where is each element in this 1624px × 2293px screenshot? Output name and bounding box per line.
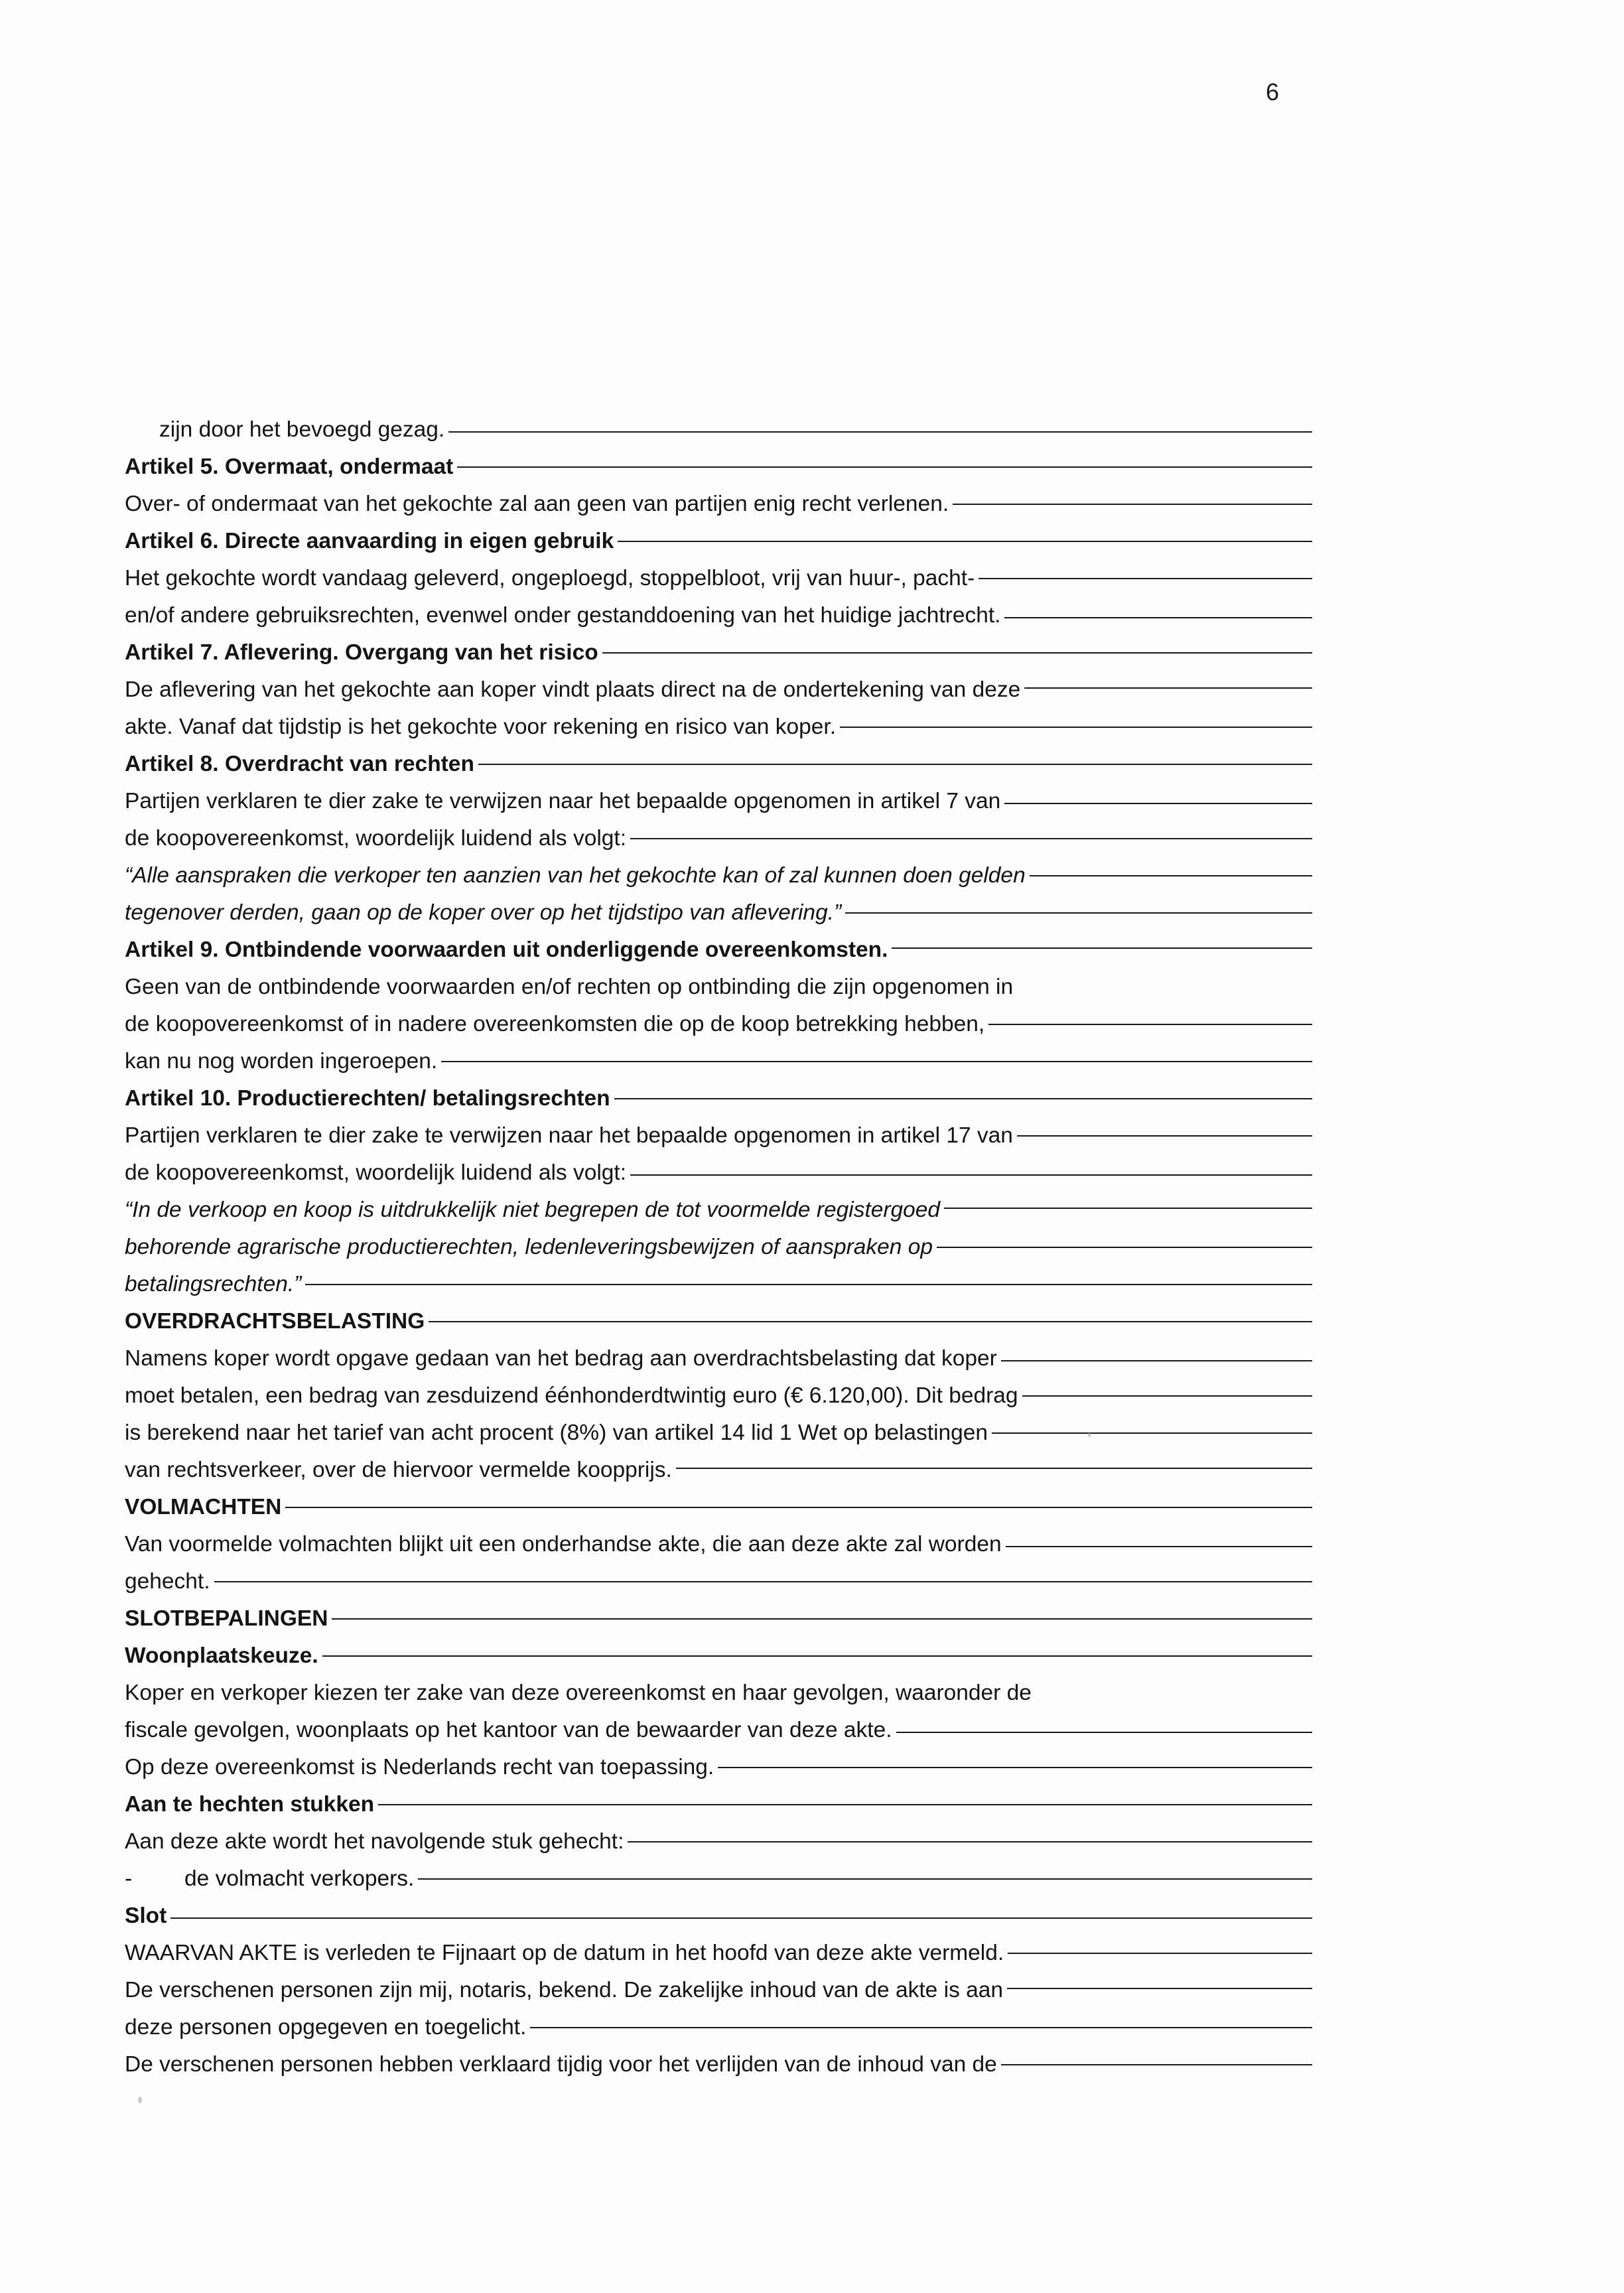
document-heading-line (125, 523, 1312, 560)
document-line-text: de koopovereenkomst of in nadere overeenkomsten die op de koop betrekking hebben, (125, 1012, 985, 1036)
document-line (125, 894, 1312, 932)
document-heading-line (125, 1489, 1312, 1526)
document-line-text: WAARVAN AKTE is verleden te Fijnaart op de datum in het hoofd van deze akte vermeld. (125, 1941, 1004, 1965)
document-line (125, 1192, 1312, 1229)
document-line-text: gehecht. (125, 1569, 210, 1594)
document-line (125, 709, 1312, 746)
document-line-text: betalingsrechten.” (125, 1272, 302, 1296)
line-filler-rule (441, 1061, 1312, 1062)
document-line-text: de volmacht verkopers. (184, 1866, 415, 1891)
document-line-text: zijn door het bevoegd gezag. (159, 417, 445, 442)
document-heading-line (125, 634, 1312, 671)
document-line (125, 1935, 1312, 1972)
document-line (125, 1675, 1312, 1712)
line-filler-rule (457, 466, 1312, 468)
line-filler-rule (214, 1581, 1312, 1582)
line-filler-rule (1024, 687, 1312, 689)
line-filler-rule (418, 1878, 1312, 1880)
line-filler-rule (630, 1174, 1312, 1176)
document-heading-line (125, 1637, 1312, 1675)
document-line-text: De verschenen personen hebben verklaard tijdig voor het verlijden van de inhoud van de (125, 2052, 997, 2077)
document-line-text: deze personen opgegeven en toegelicht. (125, 2015, 527, 2040)
list-bullet: - (125, 1866, 133, 1891)
document-line (125, 486, 1312, 523)
document-line-text: Over- of ondermaat van het gekochte zal aan geen van partijen enig recht verlenen. (125, 492, 949, 516)
document-line-text: Artikel 5. Overmaat, ondermaat (125, 454, 454, 479)
line-filler-rule (429, 1321, 1312, 1322)
document-line-text: Artikel 10. Productierechten/ betalingsrechten (125, 1086, 610, 1111)
document-line-text: Slot (125, 1904, 167, 1928)
line-filler-rule (1006, 1546, 1312, 1547)
document-line (125, 857, 1312, 894)
document-line-text: De verschenen personen zijn mij, notaris, bekend. De zakelijke inhoud van de akte is aan (125, 1978, 1004, 2002)
line-filler-rule (602, 652, 1312, 654)
document-line-text: behorende agrarische productierechten, ledenleveringsbewijzen of aanspraken op (125, 1235, 933, 1259)
line-filler-rule (448, 431, 1312, 433)
document-line-text: VOLMACHTEN (125, 1495, 282, 1519)
document-line-text: Partijen verklaren te dier zake te verwijzen naar het bepaalde opgenomen in artikel 17 van (125, 1123, 1013, 1148)
document-line-text: Aan deze akte wordt het navolgende stuk gehecht: (125, 1829, 624, 1854)
scan-speck (1088, 1433, 1091, 1437)
document-line-text: OVERDRACHTSBELASTING (125, 1309, 425, 1334)
line-filler-rule (944, 1208, 1312, 1209)
line-filler-rule (896, 1732, 1312, 1733)
document-line-text: de koopovereenkomst, woordelijk luidend als volgt: (125, 1160, 627, 1185)
document-line (125, 969, 1312, 1006)
line-filler-rule (305, 1284, 1312, 1285)
line-filler-rule (840, 727, 1312, 728)
document-line (125, 2046, 1312, 2083)
document-line (125, 1229, 1312, 1266)
document-line (125, 1043, 1312, 1080)
document-heading-line (125, 1600, 1312, 1637)
document-line-text: en/of andere gebruiksrechten, evenwel onder gestanddoening van het huidige jachtrecht. (125, 603, 1001, 628)
document-line-text: Woonplaatskeuze. (125, 1643, 318, 1668)
document-line-text: kan nu nog worden ingeroepen. (125, 1049, 438, 1074)
document-line (125, 1154, 1312, 1192)
document-line (125, 820, 1312, 857)
document-line (125, 1006, 1312, 1043)
document-line-text: Artikel 9. Ontbindende voorwaarden uit onderliggende overeenkomsten. (125, 938, 888, 962)
document-line-text: Artikel 7. Aflevering. Overgang van het risico (125, 640, 598, 665)
line-filler-rule (332, 1618, 1312, 1620)
document-line (125, 783, 1312, 820)
line-filler-rule (676, 1468, 1312, 1469)
line-filler-rule (1030, 875, 1312, 876)
line-filler-rule (1001, 2064, 1312, 2065)
line-filler-rule (988, 1024, 1312, 1025)
page-number: 6 (1265, 78, 1279, 105)
line-filler-rule (478, 764, 1312, 765)
line-filler-rule (170, 1917, 1312, 1919)
line-filler-rule (378, 1804, 1312, 1805)
line-filler-rule (1017, 1135, 1312, 1137)
line-filler-rule (322, 1655, 1312, 1657)
line-filler-rule (630, 838, 1312, 839)
document-line (125, 2009, 1312, 2046)
line-filler-rule (628, 1841, 1312, 1842)
document-line-text: de koopovereenkomst, woordelijk luidend als volgt: (125, 826, 627, 851)
line-filler-rule (1001, 1360, 1312, 1361)
document-line-text: Artikel 6. Directe aanvaarding in eigen gebruik (125, 529, 614, 553)
document-line-text: Namens koper wordt opgave gedaan van het bedrag aan overdrachtsbelasting dat koper (125, 1346, 997, 1371)
line-filler-rule (718, 1767, 1312, 1768)
document-text-body (125, 411, 1312, 2083)
document-line-text: De aflevering van het gekochte aan koper vindt plaats direct na de ondertekening van deze (125, 677, 1021, 702)
document-line (125, 671, 1312, 709)
document-line (125, 1749, 1312, 1786)
line-filler-rule (1008, 1953, 1312, 1954)
line-filler-rule (614, 1098, 1312, 1099)
document-line-text: “Alle aanspraken die verkoper ten aanzien van het gekochte kan of zal kunnen doen gelden (125, 863, 1026, 888)
document-line-text: fiscale gevolgen, woonplaats op het kantoor van de bewaarder van deze akte. (125, 1718, 892, 1742)
document-line (125, 1563, 1312, 1600)
line-filler-rule (937, 1247, 1312, 1248)
document-line (125, 560, 1312, 597)
document-heading-line (125, 1898, 1312, 1935)
document-list-item (125, 1860, 1312, 1898)
document-line-text: Partijen verklaren te dier zake te verwijzen naar het bepaalde opgenomen in artikel 7 van (125, 789, 1001, 813)
document-heading-line (125, 1786, 1312, 1823)
line-filler-rule (953, 504, 1312, 505)
document-line-text: SLOTBEPALINGEN (125, 1606, 328, 1631)
document-line-text: Het gekochte wordt vandaag geleverd, ongeploegd, stoppelbloot, vrij van huur-, pacht- (125, 566, 975, 591)
document-line (125, 1823, 1312, 1860)
document-line-text: tegenover derden, gaan op de koper over op het tijdstipo van aflevering.” (125, 900, 842, 925)
document-line (125, 1712, 1312, 1749)
document-line-text: is berekend naar het tarief van acht procent (8%) van artikel 14 lid 1 Wet op belastingen (125, 1421, 988, 1445)
document-heading-line (125, 449, 1312, 486)
line-filler-rule (1004, 803, 1312, 804)
line-filler-rule (992, 1432, 1312, 1434)
document-line-text: Van voormelde volmachten blijkt uit een onderhandse akte, die aan deze akte zal worden (125, 1532, 1002, 1557)
document-heading-line (125, 932, 1312, 969)
document-line-text: akte. Vanaf dat tijdstip is het gekochte voor rekening en risico van koper. (125, 715, 836, 739)
line-filler-rule (285, 1507, 1312, 1508)
document-line-text: Op deze overeenkomst is Nederlands recht van toepassing. (125, 1755, 714, 1779)
line-filler-rule (845, 912, 1312, 914)
scan-speck (138, 2097, 142, 2103)
document-heading-line (125, 1303, 1312, 1340)
line-filler-rule (1004, 617, 1312, 618)
line-filler-rule (979, 578, 1312, 579)
line-filler-rule (1007, 1988, 1312, 1989)
line-filler-rule (530, 2027, 1312, 2028)
document-line (125, 1415, 1312, 1452)
document-line (125, 1266, 1312, 1303)
document-line-text: moet betalen, een bedrag van zesduizend éénhonderdtwintig euro (€ 6.120,00). Dit bedrag (125, 1383, 1018, 1408)
document-line (125, 597, 1312, 634)
document-line (125, 1377, 1312, 1415)
document-line (125, 1340, 1312, 1377)
document-line (125, 411, 1312, 449)
document-line (125, 1972, 1312, 2009)
document-line (125, 1117, 1312, 1154)
document-heading-line (125, 746, 1312, 783)
line-filler-rule (618, 541, 1312, 542)
document-line-text: Koper en verkoper kiezen ter zake van deze overeenkomst en haar gevolgen, waaronder de (125, 1681, 1032, 1705)
document-line-text: “In de verkoop en koop is uitdrukkelijk niet begrepen de tot voormelde registergoed (125, 1198, 941, 1222)
document-line (125, 1452, 1312, 1489)
document-line-text: van rechtsverkeer, over de hiervoor vermelde koopprijs. (125, 1458, 672, 1482)
line-filler-rule (892, 947, 1312, 949)
document-line-text: Aan te hechten stukken (125, 1792, 375, 1817)
document-line-text: Artikel 8. Overdracht van rechten (125, 752, 474, 776)
document-line (125, 1526, 1312, 1563)
document-line-text: Geen van de ontbindende voorwaarden en/of rechten op ontbinding die zijn opgenomen in (125, 975, 1014, 999)
line-filler-rule (1022, 1395, 1312, 1397)
document-heading-line (125, 1080, 1312, 1117)
